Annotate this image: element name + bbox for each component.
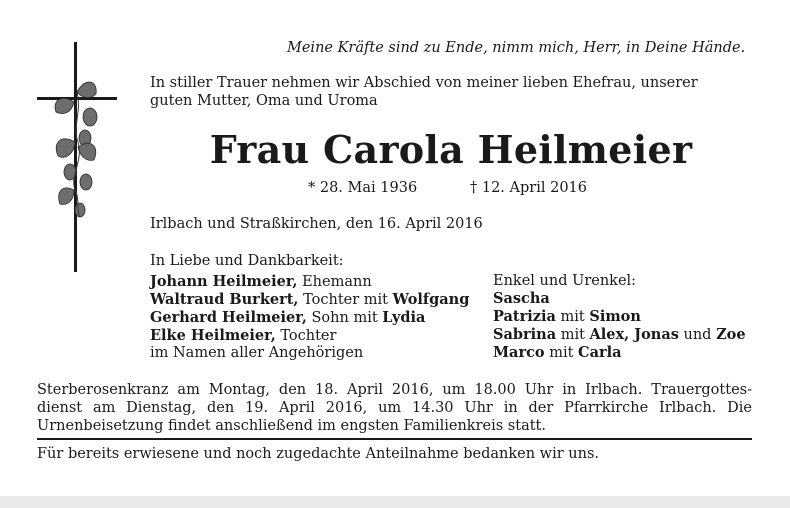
family-row: Johann Heilmeier, Ehemann [150, 273, 372, 290]
motto-verse: Meine Kräfte sind zu Ende, nimm mich, Herr, in Deine Hände. [287, 40, 746, 56]
deceased-name: Frau Carola Heilmeier [209, 127, 693, 172]
divider [37, 438, 752, 440]
family-row: Gerhard Heilmeier, Sohn mit Lydia [150, 309, 426, 326]
page-bottom-margin [0, 496, 790, 508]
love-line: In Liebe und Dankbarkeit: [150, 253, 344, 269]
thanks-line: Für bereits erwiesene und noch zugedachte Anteilnahme bedanken wir uns. [37, 446, 599, 462]
family-row: Elke Heilmeier, Tochter [150, 327, 337, 344]
cross-with-hops-icon [30, 42, 130, 272]
grandchildren-label: Enkel und Urenkel: [493, 273, 637, 289]
grandchildren-list [493, 273, 746, 362]
grandchildren-row: Marco mit Carla [493, 344, 622, 361]
family-list [150, 273, 469, 362]
grandchildren-row: Sabrina mit Alex, Jonas und Zoe [493, 326, 746, 343]
funeral-line-1: Sterberosenkranz am Montag, den 18. April 2016, um 18.00 Uhr in Irlbach. Trauergottes- [37, 382, 752, 398]
grandchildren-row: Patrizia mit Simon [493, 308, 641, 325]
family-row: Waltraud Burkert, Tochter mit Wolfgang [150, 291, 470, 308]
place-date: Irlbach und Straßkirchen, den 16. April 2016 [150, 216, 483, 232]
grandchildren-row: Sascha [493, 290, 550, 307]
intro-line-2: guten Mutter, Oma und Uroma [150, 93, 378, 109]
death-date: † 12. April 2016 [470, 180, 587, 196]
birth-date: * 28. Mai 1936 [308, 180, 418, 196]
funeral-line-3: Urnenbeisetzung findet anschließend im engsten Familienkreis statt. [37, 418, 546, 434]
funeral-line-2: dienst am Dienstag, den 19. April 2016, um 14.30 Uhr in der Pfarrkirche Irlbach. Die [37, 400, 752, 416]
intro-line-1: In stiller Trauer nehmen wir Abschied von meiner lieben Ehefrau, unserer [150, 75, 698, 91]
family-row: im Namen aller Angehörigen [150, 345, 364, 361]
